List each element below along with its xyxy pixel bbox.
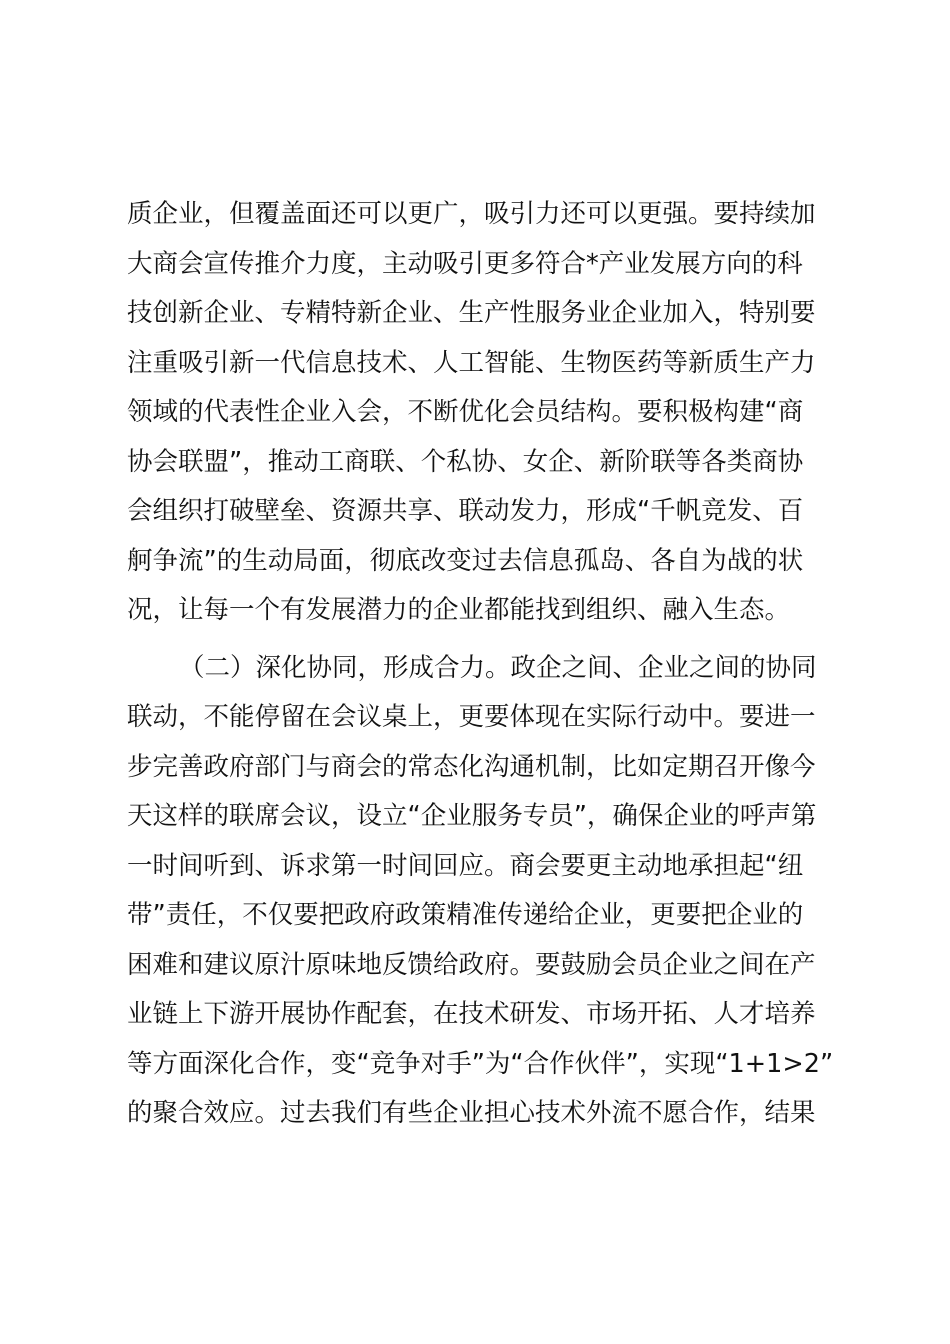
text-line: 会组织打破壁垒、资源共享、联动发力，形成“千帆竞发、百: [127, 496, 804, 526]
text-line: 领域的代表性企业入会，不断优化会员结构。要积极构建“商: [127, 397, 804, 427]
paragraph-spacer: [127, 636, 827, 644]
text-line: 一时间听到、诉求第一时间回应。商会要更主动地承担起“纽: [127, 850, 804, 881]
text-line: 天这样的联席会议，设立“企业服务专员”，确保企业的呼声第: [127, 801, 817, 831]
text-line: 质企业，但覆盖面还可以更广，吸引力还可以更强。要持续加: [127, 199, 816, 229]
text-line: 困难和建议原汁原味地反馈给政府。要鼓励会员企业之间在产: [127, 949, 816, 980]
text-line: 的聚合效应。过去我们有些企业担心技术外流不愿合作，结果: [127, 1098, 816, 1128]
text-line: 技创新企业、专精特新企业、生产性服务业企业加入，特别要: [127, 298, 816, 328]
section-heading-line: （二）深化协同，形成合力。政企之间、企业之间的协同: [179, 652, 817, 683]
text-line: 步完善政府部门与商会的常态化沟通机制，比如定期召开像今: [127, 751, 816, 782]
text-line: 联动，不能停留在会议桌上，更要体现在实际行动中。要进一: [127, 702, 816, 732]
paragraph-1: [127, 190, 827, 636]
text-line: 舸争流”的生动局面，彻底改变过去信息孤岛、各自为战的状: [127, 545, 804, 576]
text-line: 协会联盟”，推动工商联、个私协、女企、新阶联等各类商协: [127, 446, 804, 477]
text-line: 等方面深化合作，变“竞争对手”为“合作伙伴”，实现“1+1>2”: [127, 1048, 834, 1079]
text-line: 大商会宣传推介力度，主动吸引更多符合*产业发展方向的科: [127, 248, 803, 279]
body-text: [127, 190, 834, 1139]
text-line: 带”责任，不仅要把政府政策精准传递给企业，更要把企业的: [127, 900, 804, 930]
text-line: 注重吸引新一代信息技术、人工智能、生物医药等新质生产力: [127, 347, 816, 378]
text-line: 况，让每一个有发展潜力的企业都能找到组织、融入生态。: [127, 595, 791, 625]
text-line: 业链上下游开展协作配套，在技术研发、市场开拓、人才培养: [127, 999, 816, 1029]
paragraph-2: [127, 644, 834, 1139]
